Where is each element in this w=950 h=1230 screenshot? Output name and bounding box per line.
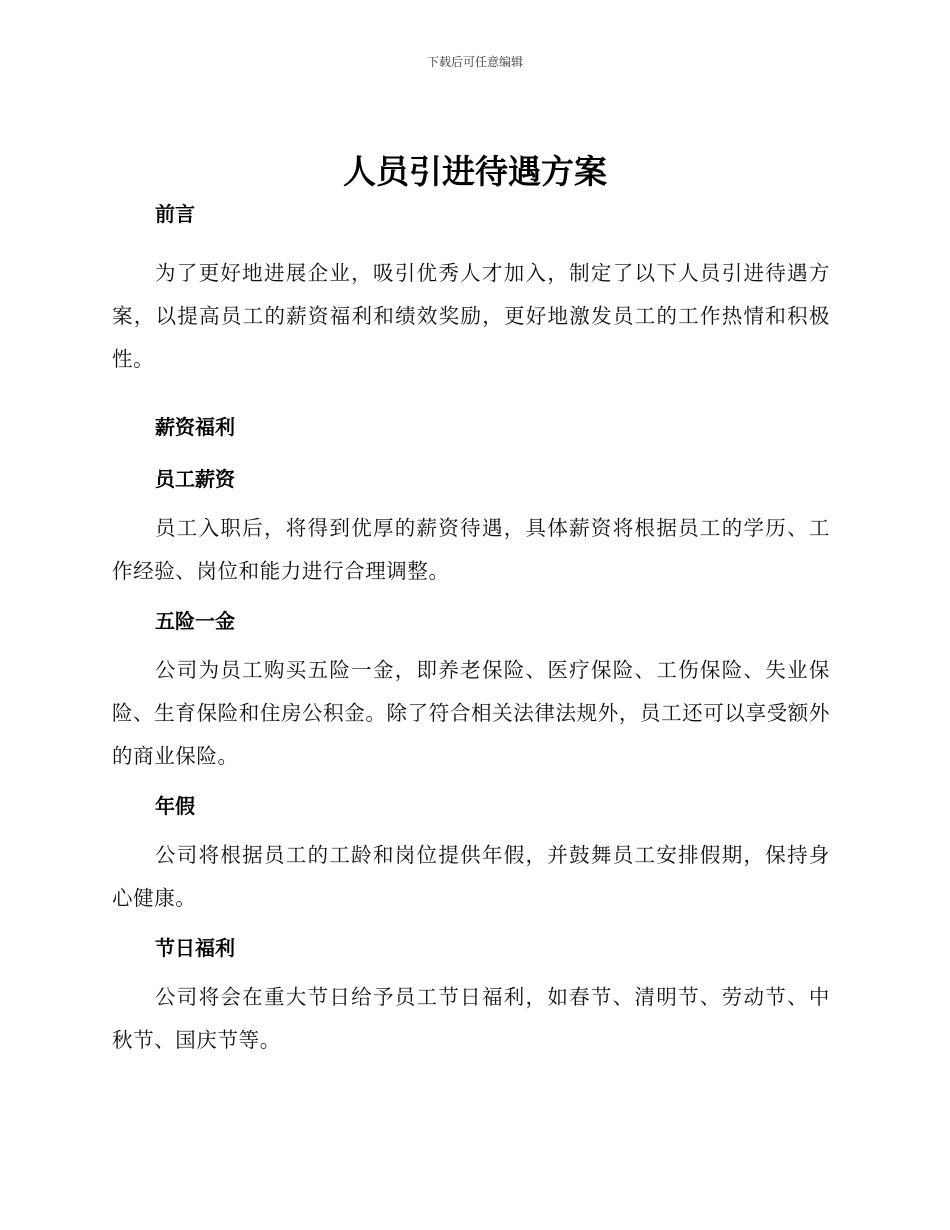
document-body <box>112 200 830 1062</box>
section-heading-preface: 前言 <box>155 202 195 226</box>
header-note: 下载后可任意编辑 <box>426 55 523 69</box>
section-heading-annual-leave: 年假 <box>155 794 195 818</box>
section-paragraph-holiday-benefits: 公司将会在重大节日给予员工节日福利，如春节、清明节、劳动节、中秋节、国庆节等。 <box>112 985 830 1052</box>
section-paragraph-annual-leave: 公司将根据员工的工龄和岗位提供年假，并鼓舞员工安排假期，保持身心健康。 <box>112 843 830 910</box>
section-heading-insurance: 五险一金 <box>155 609 235 633</box>
section-heading-holiday-benefits: 节日福利 <box>155 936 235 960</box>
document-title: 人员引进待遇方案 <box>343 152 607 191</box>
section-paragraph-employee-salary: 员工入职后，将得到优厚的薪资待遇，具体薪资将根据员工的学历、工作经验、岗位和能力进行合理调整。 <box>112 516 830 583</box>
section-heading-salary-benefits: 薪资福利 <box>155 415 235 439</box>
section-paragraph-preface: 为了更好地进展企业，吸引优秀人才加入，制定了以下人员引进待遇方案，以提高员工的薪资福利和绩效奖励，更好地激发员工的工作热情和积极性。 <box>112 261 830 371</box>
section-heading-employee-salary: 员工薪资 <box>155 467 235 491</box>
section-paragraph-insurance: 公司为员工购买五险一金，即养老保险、医疗保险、工伤保险、失业保险、生育保险和住房公积金。除了符合相关法律法规外，员工还可以享受额外的商业保险。 <box>112 658 830 768</box>
